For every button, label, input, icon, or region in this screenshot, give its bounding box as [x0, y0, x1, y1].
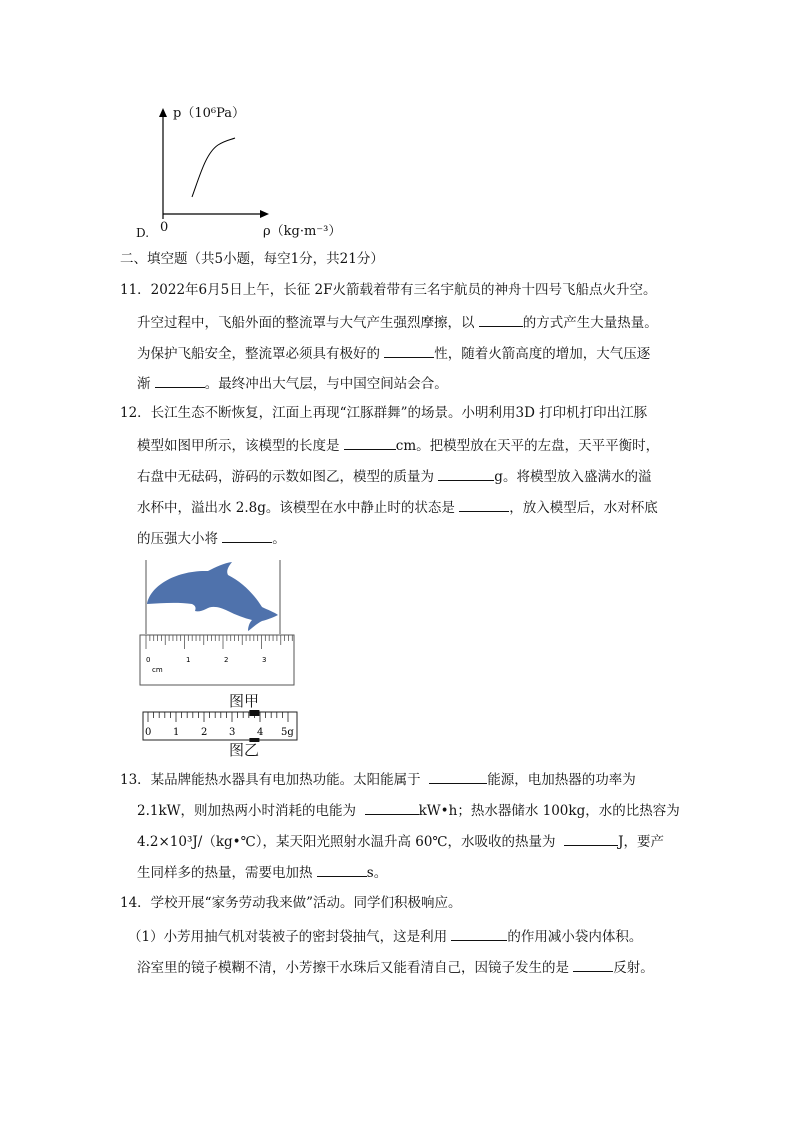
q12-blank-1[interactable] — [344, 435, 396, 450]
q13-blank-4[interactable] — [317, 862, 367, 877]
scale-label-0: 0 — [145, 727, 152, 738]
q12-line-3: 右盘中无砝码，游码的示数如图乙，模型的质量为 g。将模型放入盛满水的溢 — [137, 466, 651, 487]
ruler-body — [140, 635, 294, 685]
figure-b-caption: 图乙 — [229, 741, 260, 759]
figure-b — [138, 708, 303, 742]
ruler-label-1: 1 — [186, 656, 191, 664]
q13-blank-2[interactable] — [365, 800, 419, 815]
q12-line-2: 模型如图甲所示，该模型的长度是 cm。把模型放在天平的左盘，天平平衡时， — [137, 435, 659, 456]
ruler-label-3: 3 — [262, 656, 267, 664]
y-axis-arrow — [159, 108, 167, 117]
q11-line-3: 为保护飞船安全，整流罩必须具有极好的 性，随着火箭高度的增加，大气压逐 — [137, 343, 650, 364]
q14-line-3: 浴室里的镜子模糊不清，小芳擦干水珠后又能看清自己，因镜子发生的是 反射。 — [137, 957, 654, 978]
scale-label-3: 3 — [229, 727, 236, 738]
q13-line-2: 2.1kW，则加热两小时消耗的电能为 kW•h；热水器储水 100kg，水的比热容为 — [137, 800, 680, 821]
rider-top — [249, 710, 259, 716]
q13-line-3: 4.2×10³J/（kg•℃），某天阳光照射水温升高 60℃，水吸收的热量为 J，要产 — [137, 831, 664, 852]
q13-blank-1[interactable] — [429, 769, 487, 784]
ruler-label-0: 0 — [146, 656, 151, 664]
curve — [192, 138, 235, 197]
scale-label-2: 2 — [201, 727, 208, 738]
origin-label: 0 — [160, 220, 169, 235]
q11-blank-2[interactable] — [384, 343, 434, 358]
figure-a — [138, 558, 298, 688]
x-axis-label: ρ（kg·m⁻³） — [263, 224, 342, 239]
ruler-unit: cm — [152, 666, 163, 674]
scale-label-4: 4 — [257, 727, 264, 738]
balance-scale-figure — [138, 708, 303, 742]
q11-blank-1[interactable] — [479, 312, 523, 327]
q11-blank-3[interactable] — [155, 373, 205, 388]
q14-blank-1[interactable] — [451, 926, 507, 941]
q13-blank-3[interactable] — [564, 831, 618, 846]
dolphin-ruler-figure — [138, 558, 298, 688]
q13-line-4: 生同样多的热量，需要电加热 s。 — [137, 862, 387, 883]
x-axis-arrow — [260, 210, 269, 218]
q11-line-4: 渐 。最终冲出大气层，与中国空间站会合。 — [137, 373, 448, 394]
scale-label-5: 5g — [281, 727, 294, 738]
q11-line-2: 升空过程中，飞船外面的整流罩与大气产生强烈摩擦，以 的方式产生大量热量。 — [137, 312, 658, 333]
dolphin-model-icon — [147, 562, 278, 631]
q11-line-1: 11．2022年6月5日上午，长征 2F火箭载着带有三名宇航员的神舟十四号飞船点火升空。 — [120, 282, 657, 298]
q14-line-1: 14．学校开展“家务劳动我来做”活动。同学们积极响应。 — [120, 895, 462, 911]
scale-label-1: 1 — [173, 727, 180, 738]
option-d-label: D. — [136, 226, 150, 240]
q12-line-1: 12．长江生态不断恢复，江面上再现“江豚群舞”的场景。小明利用3D 打印机打印出江豚 — [120, 405, 648, 421]
q13-line-1: 13．某品牌能热水器具有电加热功能。太阳能属于 能源，电加热器的功率为 — [120, 769, 636, 790]
scale-bar — [143, 712, 297, 740]
q14-blank-2[interactable] — [573, 957, 613, 972]
q12-blank-4[interactable] — [222, 528, 272, 543]
q12-line-4: 水杯中，溢出水 2.8g。该模型在水中静止时的状态是 ，放入模型后，水对杯底 — [137, 497, 658, 518]
q14-line-2: （1）小芳用抽气机对装被子的密封袋抽气，这是利用 的作用减小袋内体积。 — [128, 926, 642, 947]
y-axis-label: p（10⁶Pa） — [173, 106, 245, 121]
section-title: 二、填空题（共5小题，每空1分，共21分） — [120, 251, 384, 267]
q12-blank-3[interactable] — [459, 497, 509, 512]
ruler-label-2: 2 — [224, 656, 229, 664]
figure-a-caption: 图甲 — [229, 692, 260, 710]
q12-blank-2[interactable] — [438, 466, 494, 481]
q12-line-5: 的压强大小将 。 — [137, 528, 286, 549]
